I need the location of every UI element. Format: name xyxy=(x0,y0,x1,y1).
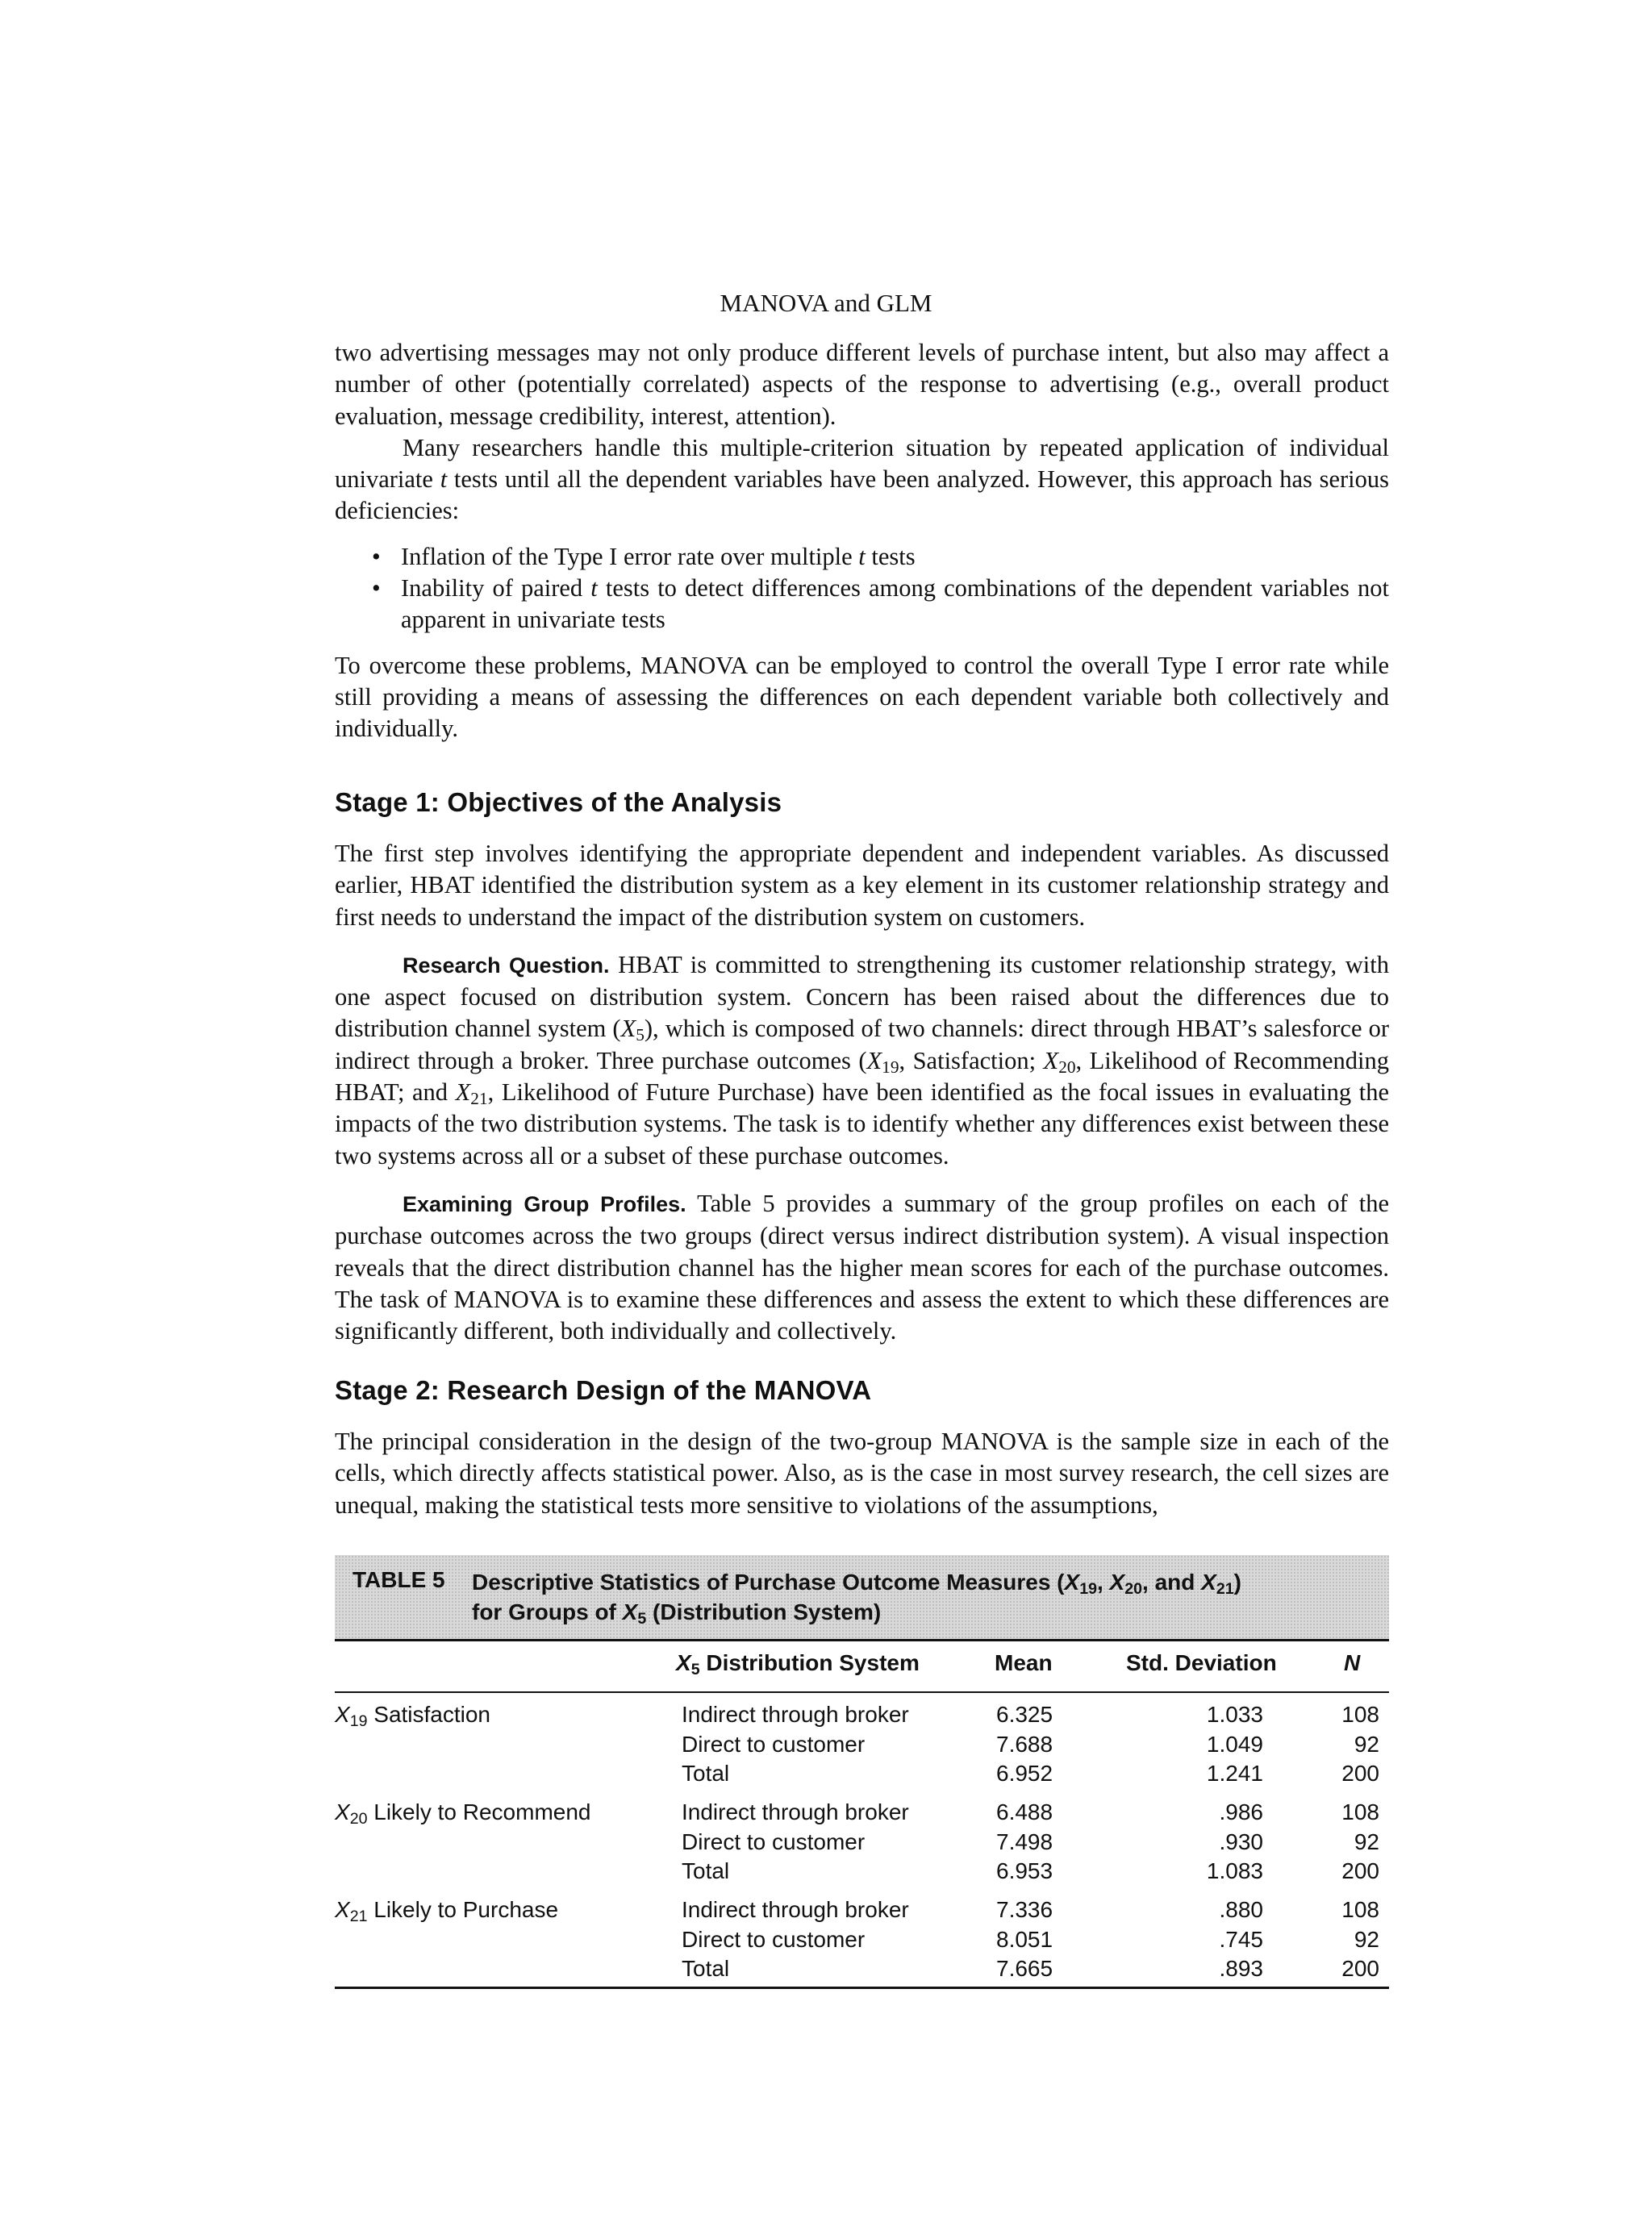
sd-column xyxy=(1170,1700,1263,1789)
stage2-paragraph: The principal consideration in the design of the two-group MANOVA is the sample size in each of the cells, which directly affects statistical power. Also, as is the case in most survey research, the cell sizes are unequal, making the statistical tests more sensitive to violations of the assumptions, xyxy=(335,1428,1389,1519)
table-caption: Descriptive Statistics of Purchase Outcome Measures ($X_{19}$, $X_{20}$, and $X_{21}$) for Groups of $X_5$ (Distribution System) xyxy=(472,1570,1241,1628)
research-question-label: Research Question. xyxy=(403,953,610,978)
n-cell: 200 xyxy=(1341,1956,1379,1981)
sd-cell: .930 xyxy=(1219,1828,1263,1854)
mean-column xyxy=(996,1798,1053,1887)
bullet-icon: • xyxy=(372,542,381,570)
measure-label: $X_{19}$ Satisfaction xyxy=(335,1702,491,1730)
group-cell: Direct to customer xyxy=(682,1828,866,1854)
n-cell: 108 xyxy=(1341,1799,1379,1824)
stage2-heading: Stage 2: Research Design of the MANOVA xyxy=(335,1375,872,1405)
n-cell: 92 xyxy=(1354,1926,1379,1952)
n-column xyxy=(1307,1895,1379,1984)
table-top-rule xyxy=(335,1639,1389,1641)
stage2-text-block xyxy=(335,1426,1389,1521)
mean-cell: 6.325 xyxy=(996,1702,1053,1727)
n-column xyxy=(1307,1700,1379,1789)
n-column xyxy=(1307,1798,1379,1887)
mean-column xyxy=(996,1895,1053,1984)
deficiency-list xyxy=(335,541,1389,636)
measure-label: $X_{21}$ Likely to Purchase xyxy=(335,1897,559,1925)
sd-cell: 1.033 xyxy=(1206,1702,1263,1727)
running-head: MANOVA and GLM xyxy=(720,289,932,317)
group-cell: Total xyxy=(682,1956,730,1981)
list-item: • Inflation of the Type I error rate over multiple t tests xyxy=(335,541,1389,573)
paragraph-3: To overcome these problems, MANOVA can be employed to control the overall Type I error rate while still providing a means of assessing the differences on each dependent variable both collectively and individually. xyxy=(335,651,1389,743)
intro-text-block xyxy=(335,337,1389,745)
mean-cell: 8.051 xyxy=(996,1926,1053,1952)
group-cell: Indirect through broker xyxy=(682,1897,909,1922)
group-profiles-label: Examining Group Profiles. xyxy=(403,1191,686,1216)
n-cell: 92 xyxy=(1354,1828,1379,1854)
sd-cell: 1.083 xyxy=(1206,1858,1263,1883)
table-row xyxy=(682,1700,909,1789)
stage1-text-block xyxy=(335,838,1389,1347)
column-header-sd: Std. Deviation xyxy=(1126,1650,1277,1675)
column-header-group: $X_5$ Distribution System xyxy=(676,1650,920,1678)
table-header-rule xyxy=(335,1691,1389,1693)
sd-column xyxy=(1170,1798,1263,1887)
n-cell: 200 xyxy=(1341,1761,1379,1786)
mean-cell: 6.952 xyxy=(996,1761,1053,1786)
sd-column xyxy=(1170,1895,1263,1984)
table-row xyxy=(682,1895,909,1984)
stage1-heading: Stage 1: Objectives of the Analysis xyxy=(335,787,782,817)
list-item: • Inability of paired t tests to detect differences among combinations of the dependent variables not apparent in univariate tests xyxy=(372,574,1390,634)
table-label: TABLE 5 xyxy=(353,1567,445,1592)
column-header-n: N xyxy=(1344,1650,1361,1675)
group-cell: Indirect through broker xyxy=(682,1799,909,1824)
mean-cell: 6.488 xyxy=(996,1799,1053,1824)
sd-cell: 1.049 xyxy=(1206,1731,1263,1757)
n-cell: 92 xyxy=(1354,1731,1379,1757)
sd-cell: .893 xyxy=(1219,1956,1263,1981)
mean-cell: 7.498 xyxy=(996,1828,1053,1854)
n-cell: 108 xyxy=(1341,1702,1379,1727)
stage1-intro: The first step involves identifying the appropriate dependent and independent variables. As discussed earlier, HBAT identified the distribution system as a key element in its customer relationship strategy and first needs to understand the impact of the distribution system on customers. xyxy=(335,840,1389,931)
sd-cell: 1.241 xyxy=(1206,1761,1263,1786)
mean-cell: 7.688 xyxy=(996,1731,1053,1757)
mean-cell: 7.665 xyxy=(996,1956,1053,1981)
table-row xyxy=(682,1798,909,1887)
group-profiles-paragraph: Examining Group Profiles. Table 5 provides a summary of the group profiles on each of the purchase outcomes across the two groups (direct versus indirect distribution system). A visual inspection reveals that the direct distribution channel has the higher mean scores for each of the purchase outcomes. The task of MANOVA is to examine these differences and assess the extent to which these differences are significantly different, both individually and collectively. xyxy=(335,1189,1389,1345)
measure-label: $X_{20}$ Likely to Recommend xyxy=(335,1799,591,1828)
mean-cell: 6.953 xyxy=(996,1858,1053,1883)
research-question-paragraph: Research Question. HBAT is committed to strengthening its customer relationship strategy, with one aspect focused on distribution system. Concern has been raised about the differences due to distribution channel system $(X_5)$, which is composed of two channels: direct through HBAT’s salesforce or indirect through a broker. Three purchase outcomes ($X_{19}$, Satisfaction; $X_{20}$, Likelihood of Recommending HBAT; and $X_{21}$, Likelihood of Future Purchase) have been identified as the focal issues in evaluating the impacts of the two distribution systems. The task is to identify whether any differences exist between these two systems across all or a subset of these purchase outcomes. xyxy=(335,950,1389,1170)
mean-cell: 7.336 xyxy=(996,1897,1053,1922)
column-header-mean: Mean xyxy=(995,1650,1053,1675)
sd-cell: .745 xyxy=(1219,1926,1263,1952)
n-cell: 200 xyxy=(1341,1858,1379,1883)
n-cell: 108 xyxy=(1341,1897,1379,1922)
paragraph-2: Many researchers handle this multiple-criterion situation by repeated application of individual univariate t tests until all the dependent variables have been analyzed. However, this approach has serious deficiencies: xyxy=(335,433,1389,525)
bullet-icon: • xyxy=(372,574,381,603)
group-cell: Total xyxy=(682,1761,730,1786)
sd-cell: .986 xyxy=(1219,1799,1263,1824)
sd-cell: .880 xyxy=(1219,1897,1263,1922)
group-cell: Indirect through broker xyxy=(682,1702,909,1727)
table-bottom-rule xyxy=(335,1987,1389,1989)
group-cell: Total xyxy=(682,1858,730,1883)
paragraph-1: two advertising messages may not only produce different levels of purchase intent, but also may affect a number of other (potentially correlated) aspects of the response to advertising (e.g., overall product evaluation, message credibility, interest, attention). xyxy=(335,339,1389,430)
group-cell: Direct to customer xyxy=(682,1731,866,1757)
mean-column xyxy=(996,1700,1053,1789)
group-cell: Direct to customer xyxy=(682,1926,866,1952)
